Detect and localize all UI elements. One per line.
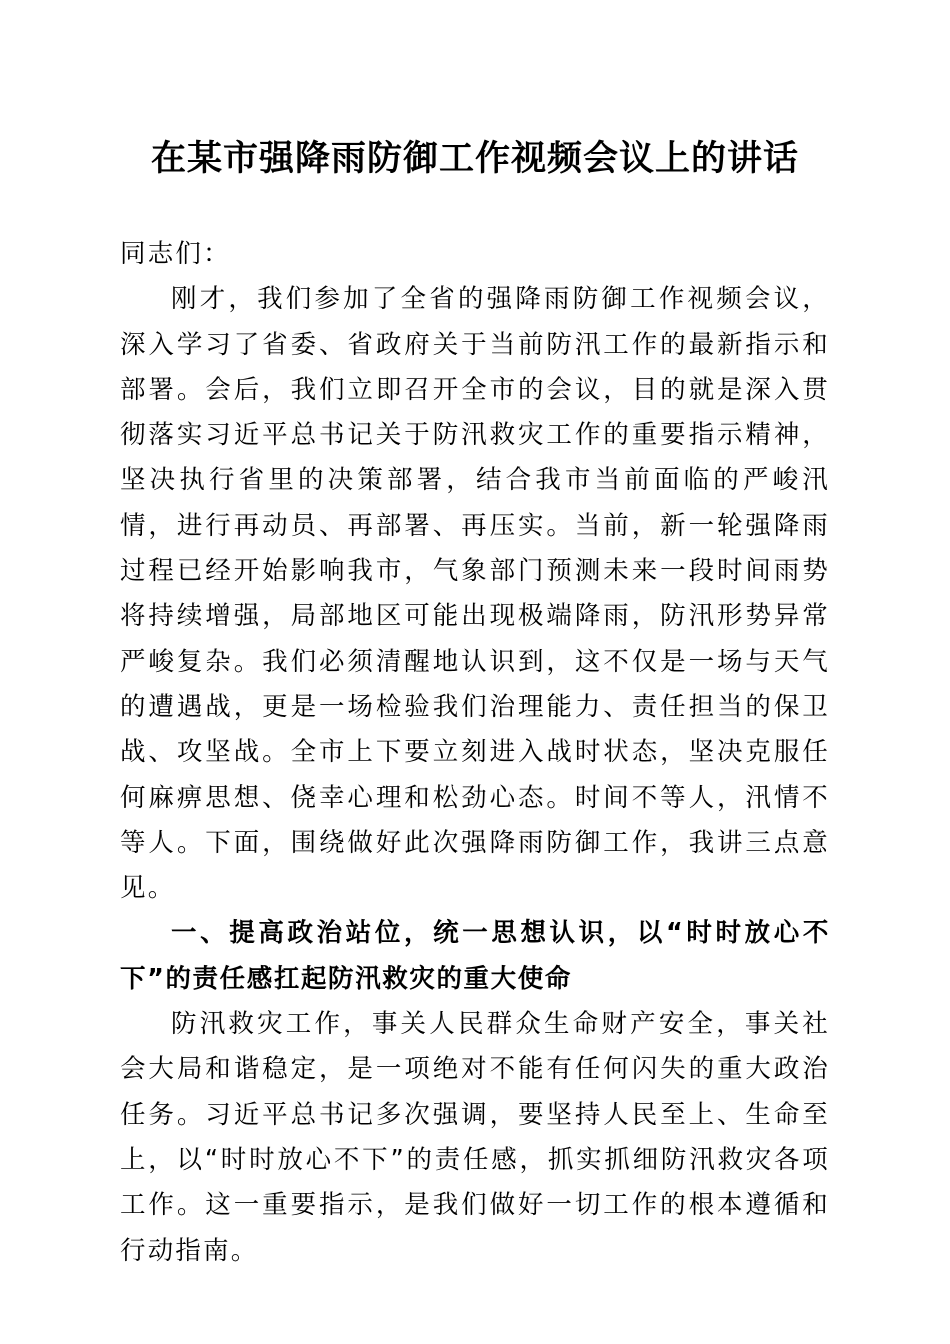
document-body [120, 232, 830, 1274]
document-title: 在某市强降雨防御工作视频会议上的讲话 [150, 138, 799, 179]
intro-paragraph: 刚才，我们参加了全省的强降雨防御工作视频会议，深入学习了省委、省政府关于当前防汛工作的最新指示和部署。会后，我们立即召开全市的会议，目的就是深入贯彻落实习近平总书记关于防汛救灾工作的重要指示精神，坚决执行省里的决策部署，结合我市当前面临的严峻汛情，进行再动员、再部署、再压实。当前，新一轮强降雨过程已经开始影响我市，气象部门预测未来一段时间雨势将持续增强，局部地区可能出现极端降雨，防汛形势异常严峻复杂。我们必须清醒地认识到，这不仅是一场与天气的遭遇战，更是一场检验我们治理能力、责任担当的保卫战、攻坚战。全市上下要立刻进入战时状态，坚决克服任何麻痹思想、侥幸心理和松劲心态。时间不等人，汛情不等人。下面，围绕做好此次强降雨防御工作，我讲三点意见。 [120, 284, 830, 904]
section-one-paragraph: 防汛救灾工作，事关人民群众生命财产安全，事关社会大局和谐稳定，是一项绝对不能有任何闪失的重大政治任务。习近平总书记多次强调，要坚持人民至上、生命至上，以“时时放心不下”的责任感，抓实抓细防汛救灾各项工作。这一重要指示，是我们做好一切工作的根本遵循和行动指南。 [120, 1009, 830, 1266]
section-one-heading: 一、提高政治站位，统一思想认识，以“时时放心不下”的责任感扛起防汛救灾的重大使命 [120, 918, 830, 994]
salutation: 同志们： [120, 239, 231, 269]
